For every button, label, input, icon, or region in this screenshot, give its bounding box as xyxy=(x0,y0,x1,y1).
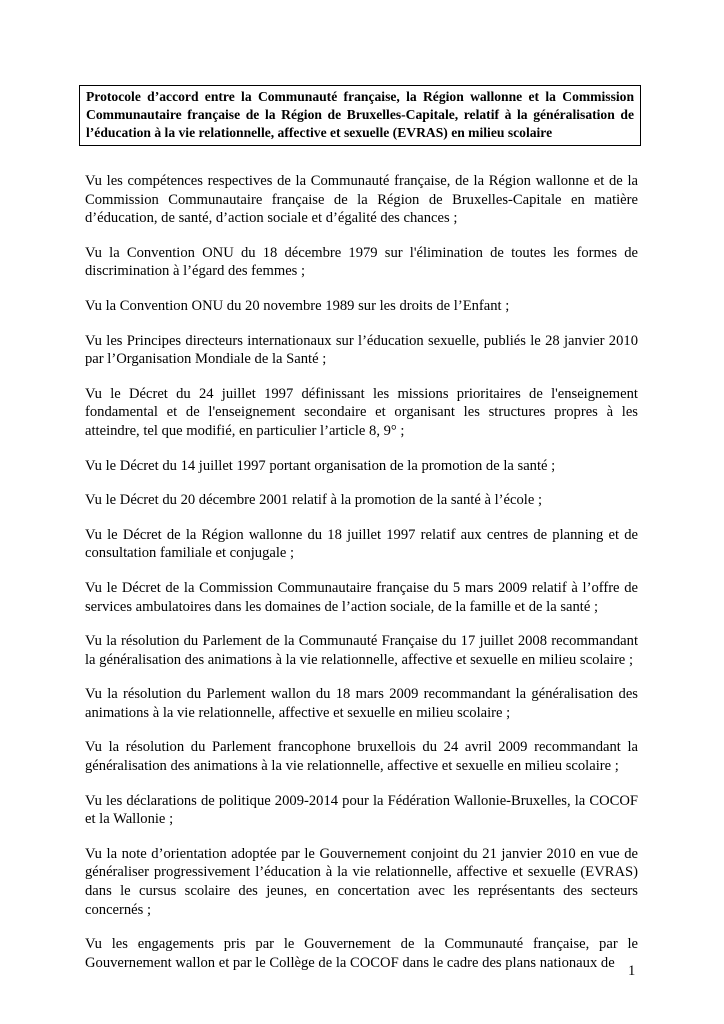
paragraph: Vu le Décret du 24 juillet 1997 définissant les missions prioritaires de l'enseignement fondamental et de l'enseignement secondaire et organisant les structures propres à les atteindre, tel que modifié, en particulier l’article 8, 9° ; xyxy=(85,385,638,439)
paragraph: Vu la note d’orientation adoptée par le Gouvernement conjoint du 21 janvier 2010 en vue de généraliser progressivement l’éducation à la vie relationnelle, affective et sexuelle (EVRAS) dans le cursus scolaire des jeunes, en concertation avec les représentants des secteurs concernés ; xyxy=(85,845,638,918)
document-title: Protocole d’accord entre la Communauté française, la Région wallonne et la Commission Communautaire française de la Région de Bruxelles-Capitale, relatif à la généralisation de l’éducation à la vie relationnelle, affective et sexuelle (EVRAS) en milieu scolaire xyxy=(79,85,641,146)
paragraph: Vu la résolution du Parlement francophone bruxellois du 24 avril 2009 recommandant la généralisation des animations à la vie relationnelle, affective et sexuelle en milieu scolaire ; xyxy=(85,739,638,775)
paragraph: Vu les engagements pris par le Gouvernement de la Communauté française, par le Gouvernement wallon et par le Collège de la COCOF dans le cadre des plans nationaux de xyxy=(85,936,638,971)
paragraph: Vu la résolution du Parlement wallon du 18 mars 2009 recommandant la généralisation des animations à la vie relationnelle, affective et sexuelle en milieu scolaire ; xyxy=(85,686,638,721)
paragraph: Vu le Décret du 20 décembre 2001 relatif à la promotion de la santé à l’école ; xyxy=(85,492,543,509)
paragraph: Vu les compétences respectives de la Communauté française, de la Région wallonne et de la Commission Communautaire française de la Région de Bruxelles-Capitale en matière d’éducation, de santé, d’action sociale et d’égalité des chances ; xyxy=(85,173,638,227)
paragraph: Vu le Décret de la Région wallonne du 18 juillet 1997 relatif aux centres de planning et de consultation familiale et conjugale ; xyxy=(85,526,638,562)
paragraph: Vu le Décret de la Commission Communautaire française du 5 mars 2009 relatif à l’offre de services ambulatoires dans les domaines de l’action sociale, de la famille et de la santé ; xyxy=(85,579,638,615)
paragraph: Vu les Principes directeurs internationaux sur l’éducation sexuelle, publiés le 28 janvier 2010 par l’Organisation Mondiale de la Santé ; xyxy=(85,332,638,368)
paragraph: Vu le Décret du 14 juillet 1997 portant organisation de la promotion de la santé ; xyxy=(85,457,556,474)
paragraph: Vu la Convention ONU du 18 décembre 1979 sur l'élimination de toutes les formes de discrimination à l’égard des femmes ; xyxy=(85,244,638,280)
document-body xyxy=(85,172,638,988)
page-number: 1 xyxy=(628,963,636,979)
paragraph: Vu la résolution du Parlement de la Communauté Française du 17 juillet 2008 recommandant la généralisation des animations à la vie relationnelle, affective et sexuelle en milieu scolaire ; xyxy=(85,633,638,668)
paragraph: Vu la Convention ONU du 20 novembre 1989 sur les droits de l’Enfant ; xyxy=(85,297,510,314)
paragraph: Vu les déclarations de politique 2009-2014 pour la Fédération Wallonie-Bruxelles, la COCOF et la Wallonie ; xyxy=(85,792,638,828)
